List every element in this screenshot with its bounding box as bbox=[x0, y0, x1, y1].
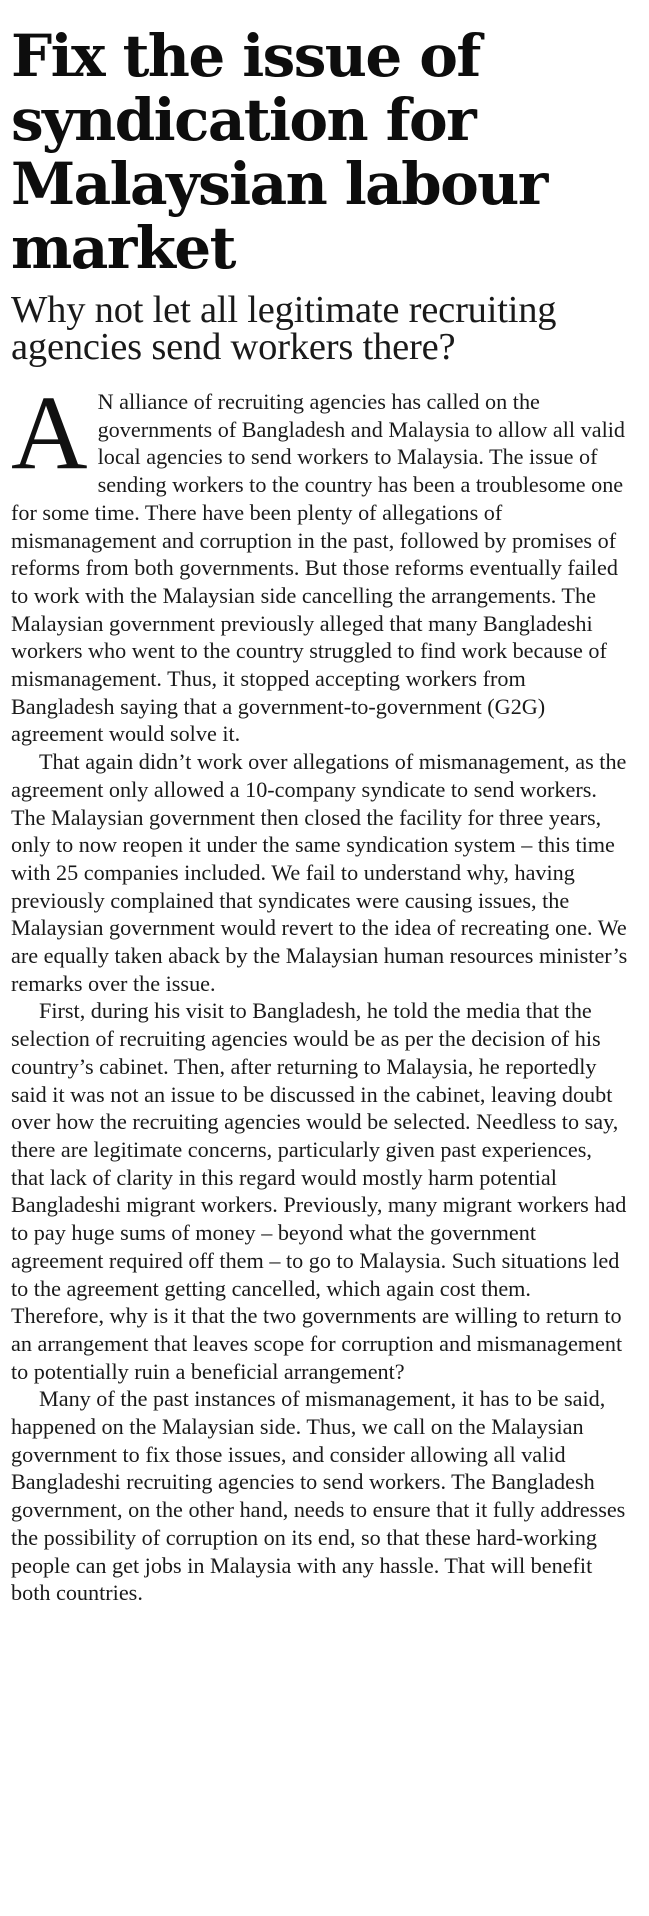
drop-cap: A bbox=[11, 374, 88, 491]
paragraph-1 bbox=[11, 374, 629, 748]
headline: Fix the issue of syndication for Malaysian labour market bbox=[11, 22, 547, 282]
paragraph-3: First, during his visit to Bangladesh, he told the media that the selection of recruiting agencies would be as per the decision of his country’s cabinet. Then, after returning to Malaysia, he reportedly said it was not an issue to be discussed in the cabinet, leaving doubt over how the recruiting agencies would be selected. Needless to say, there are legitimate concerns, particularly given past experiences, that lack of clarity in this regard would mostly harm potential Bangladeshi migrant workers. Previously, many migrant workers had to pay huge sums of money – beyond what the government agreement required off them – to go to Malaysia. Such situations led to the agreement getting cancelled, which again cost them. Therefore, why is it that the two governments are willing to return to an arrangement that leaves scope for corruption and mismanagement to potentially ruin a beneficial arrangement? bbox=[11, 998, 627, 1384]
paragraph-1-text: N alliance of recruiting agencies has called on the governments of Bangladesh and Malaysia to allow all valid local agencies to send workers to Malaysia. The issue of sending workers to the country has been a troublesome one for some time. There have been plenty of allegations of mismanagement and corruption in the past, followed by promises of reforms from both governments. But those reforms eventually failed to work with the Malaysian side cancelling the arrangements. The Malaysian government previously alleged that many Bangladeshi workers who went to the country struggled to find work because of mismanagement. Thus, it stopped accepting workers from Bangladesh saying that a government-to-government (G2G) agreement would solve it. bbox=[11, 389, 626, 747]
paragraph-2: That again didn’t work over allegations of mismanagement, as the agreement only allowed a 10-company syndicate to send workers. The Malaysian government then closed the facility for three years, only to now reopen it under the same syndication system – this time with 25 companies included. We fail to understand why, having previously complained that syndicates were causing issues, the Malaysian government would revert to the idea of recreating one. We are equally taken aback by the Malaysian human resources minister’s remarks over the issue. bbox=[11, 749, 628, 996]
article-body bbox=[11, 374, 629, 1607]
deck-subheadline: Why not let all legitimate recruiting agencies send workers there? bbox=[11, 289, 557, 368]
paragraph-4: Many of the past instances of mismanagement, it has to be said, happened on the Malaysian side. Thus, we call on the Malaysian government to fix those issues, and consider allowing all valid Bangladeshi recruiting agencies to send workers. The Bangladesh government, on the other hand, needs to ensure that it fully addresses the possibility of corruption on its end, so that these hard-working people can get jobs in Malaysia with any hassle. That will benefit both countries. bbox=[11, 1386, 626, 1606]
